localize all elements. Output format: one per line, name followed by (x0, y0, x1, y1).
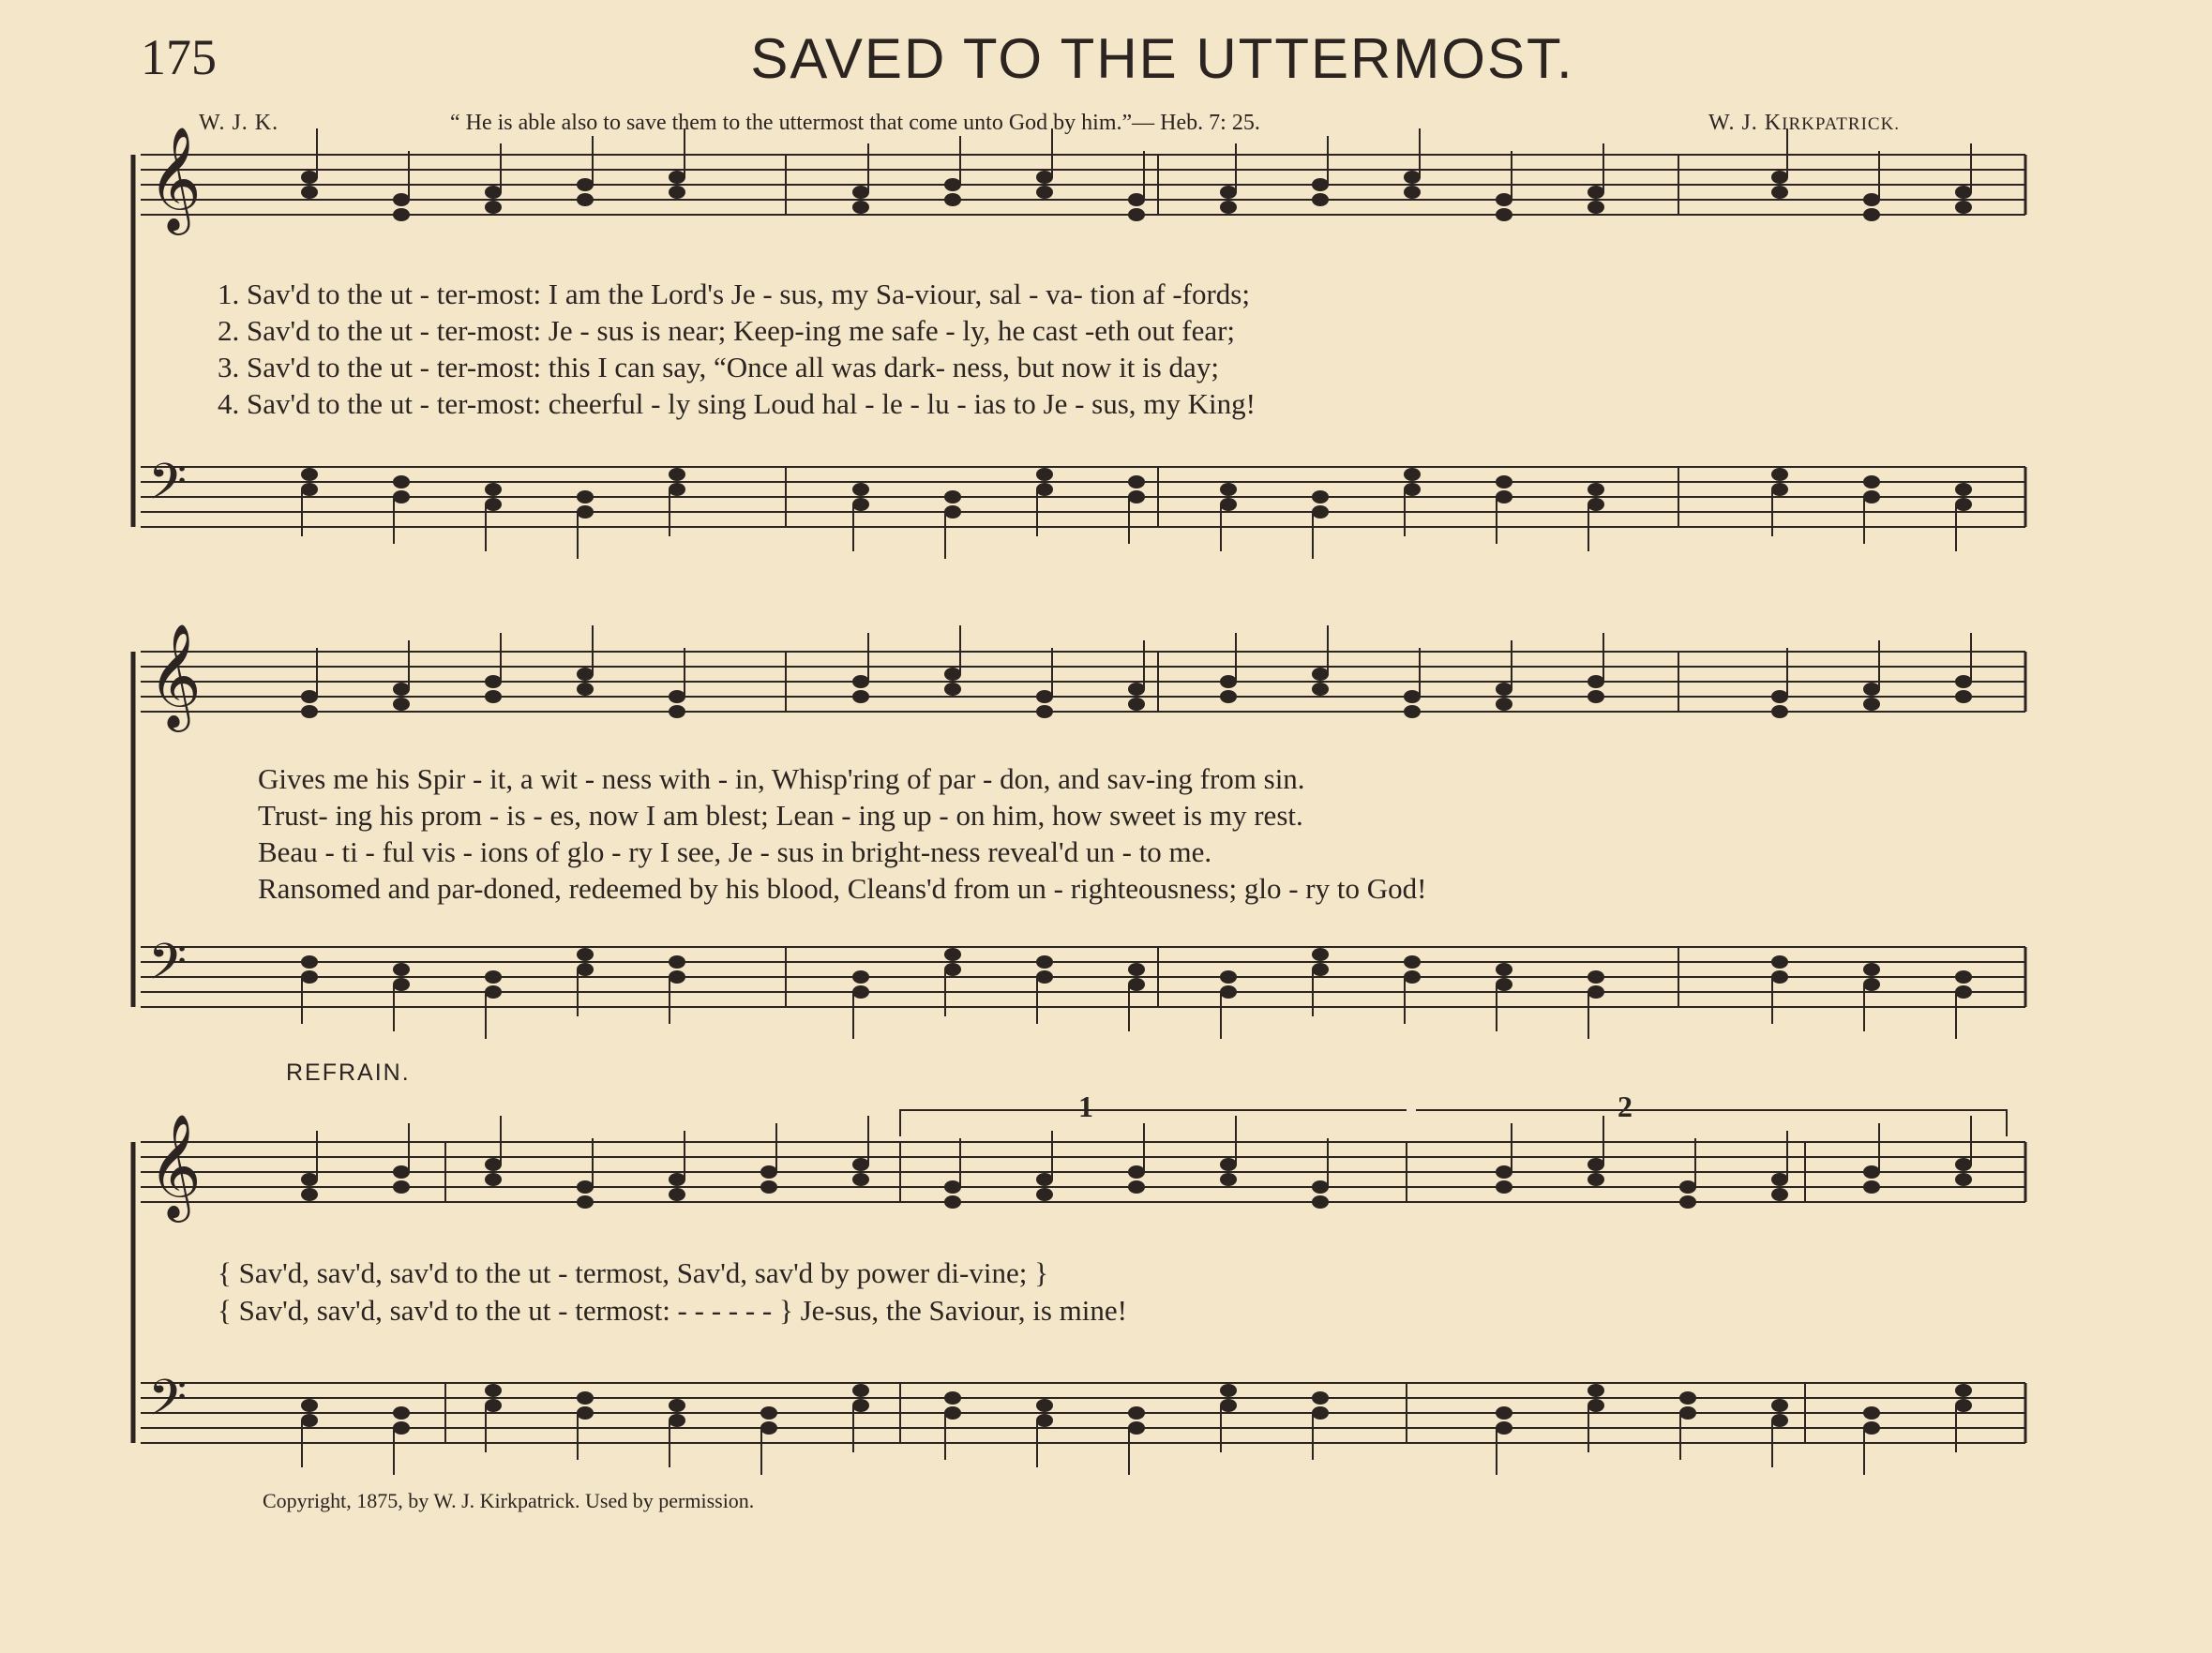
note-head (1128, 1421, 1145, 1435)
note-head (1588, 1384, 1604, 1397)
note-head (1128, 963, 1145, 976)
note-head (1588, 1158, 1604, 1171)
note-head (1863, 698, 1880, 711)
note-head (852, 1173, 869, 1186)
note-head (393, 475, 410, 488)
hymn-title: SAVED TO THE UTTERMOST. (750, 27, 1574, 90)
note-head (301, 1173, 318, 1186)
note-head (852, 483, 869, 496)
verse-line: Trust- ing his prom - is - es, now I am blest; Lean - ing up - on him, how sweet is my rest. (258, 799, 1303, 832)
note-head (1312, 1406, 1329, 1420)
note-head (760, 1180, 777, 1194)
note-head (852, 970, 869, 984)
note-head (1496, 1421, 1512, 1435)
copyright-notice: Copyright, 1875, by W. J. Kirkpatrick. Used by permission. (263, 1489, 755, 1512)
note-head (1220, 970, 1237, 984)
note-head (393, 1180, 410, 1194)
page-number: 175 (141, 29, 217, 85)
note-head (577, 178, 594, 191)
note-head (301, 186, 318, 199)
note-head (1771, 705, 1788, 718)
note-head (1312, 668, 1329, 681)
note-head (1404, 186, 1421, 199)
note-head (1220, 1158, 1237, 1171)
note-head (485, 690, 502, 703)
note-head (1036, 970, 1053, 984)
note-head (1771, 186, 1788, 199)
note-head (485, 186, 502, 199)
note-head (1220, 1399, 1237, 1412)
note-head (1036, 171, 1053, 184)
first-ending-bracket (900, 1110, 1407, 1136)
note-head (301, 483, 318, 496)
note-head (669, 970, 685, 984)
note-head (1771, 955, 1788, 969)
note-head (301, 468, 318, 481)
note-head (485, 483, 502, 496)
note-head (1496, 963, 1512, 976)
note-head (1679, 1180, 1696, 1194)
note-head (760, 1406, 777, 1420)
refrain-line: { Sav'd, sav'd, sav'd to the ut - termost, Sav'd, sav'd by power di-vine; } (218, 1256, 1048, 1289)
note-head (393, 1165, 410, 1179)
note-head (1128, 1406, 1145, 1420)
note-head (1036, 1414, 1053, 1427)
scripture-quote: “ He is able also to save them to the uttermost that come unto God by him.”— Heb. 7: 25. (450, 111, 1260, 135)
note-head (1128, 475, 1145, 488)
note-head (1036, 1399, 1053, 1412)
note-head (1496, 1406, 1512, 1420)
note-head (393, 193, 410, 206)
note-head (760, 1421, 777, 1435)
note-head (577, 668, 594, 681)
treble-clef-icon: 𝄞 (148, 1113, 202, 1218)
note-head (1771, 468, 1788, 481)
note-head (1220, 1384, 1237, 1397)
first-ending-number: 1 (1078, 1089, 1093, 1123)
verse-line: Beau - ti - ful vis - ions of glo - ry I see, Je - sus in bright-ness reveal'd un - to me. (258, 835, 1212, 868)
note-head (1496, 208, 1512, 221)
note-head (852, 1158, 869, 1171)
note-head (393, 963, 410, 976)
second-ending-bracket (1416, 1110, 2007, 1136)
note-head (1312, 1195, 1329, 1209)
note-head (1863, 490, 1880, 503)
note-head (1128, 1180, 1145, 1194)
note-head (1220, 1173, 1237, 1186)
note-head (1220, 675, 1237, 688)
note-head (944, 1406, 961, 1420)
note-head (577, 505, 594, 518)
note-head (1496, 475, 1512, 488)
note-head (1588, 498, 1604, 511)
note-head (1496, 978, 1512, 991)
second-ending-number: 2 (1618, 1089, 1633, 1123)
note-head (1220, 186, 1237, 199)
refrain-label: REFRAIN. (286, 1059, 411, 1086)
note-head (393, 208, 410, 221)
note-head (577, 683, 594, 696)
note-head (1036, 186, 1053, 199)
note-head (669, 171, 685, 184)
note-head (944, 948, 961, 961)
note-head (852, 1399, 869, 1412)
note-head (669, 705, 685, 718)
note-head (1588, 483, 1604, 496)
note-head (1404, 690, 1421, 703)
note-head (577, 963, 594, 976)
note-head (1588, 970, 1604, 984)
note-head (393, 978, 410, 991)
note-head (577, 1391, 594, 1405)
lyricist-credit: W. J. K. (199, 111, 279, 135)
note-head (1679, 1406, 1696, 1420)
note-head (1863, 1180, 1880, 1194)
note-head (301, 955, 318, 969)
note-head (577, 1406, 594, 1420)
note-head (1863, 1421, 1880, 1435)
note-head (1955, 675, 1972, 688)
note-head (1863, 978, 1880, 991)
note-head (1679, 1391, 1696, 1405)
note-head (301, 1399, 318, 1412)
note-head (1588, 186, 1604, 199)
note-head (944, 490, 961, 503)
note-head (852, 186, 869, 199)
note-head (669, 468, 685, 481)
treble-clef-icon: 𝄞 (148, 623, 202, 728)
refrain-line: { Sav'd, sav'd, sav'd to the ut - termost: - - - - - - } Je-sus, the Saviour, is mine! (218, 1294, 1127, 1327)
composer-surname: IRKPATRICK. (1782, 114, 1901, 134)
note-head (1679, 1195, 1696, 1209)
note-head (301, 970, 318, 984)
note-head (485, 201, 502, 214)
note-head (1036, 1188, 1053, 1201)
note-head (1312, 505, 1329, 518)
note-head (1312, 948, 1329, 961)
note-head (393, 1421, 410, 1435)
note-head (1771, 1188, 1788, 1201)
note-head (1404, 483, 1421, 496)
note-head (1496, 683, 1512, 696)
note-head (669, 1173, 685, 1186)
note-head (1863, 1165, 1880, 1179)
note-head (852, 201, 869, 214)
note-head (1404, 955, 1421, 969)
note-head (852, 985, 869, 999)
note-head (1128, 490, 1145, 503)
note-head (1128, 208, 1145, 221)
note-head (485, 498, 502, 511)
note-head (301, 1414, 318, 1427)
verse-line: 3. Sav'd to the ut - ter-most: this I can say, “Once all was dark- ness, but now it is day; (218, 351, 1219, 383)
note-head (1312, 490, 1329, 503)
note-head (577, 193, 594, 206)
note-head (1128, 193, 1145, 206)
note-head (1036, 1173, 1053, 1186)
note-head (852, 498, 869, 511)
note-head (760, 1165, 777, 1179)
note-head (1220, 690, 1237, 703)
note-head (669, 483, 685, 496)
note-head (1128, 698, 1145, 711)
note-head (1863, 963, 1880, 976)
note-head (1036, 483, 1053, 496)
bass-clef-icon: 𝄢 (148, 1370, 188, 1439)
note-head (1312, 193, 1329, 206)
note-head (1863, 475, 1880, 488)
note-head (1496, 490, 1512, 503)
note-head (669, 690, 685, 703)
bass-clef-icon: 𝄢 (148, 934, 188, 1003)
note-head (485, 1173, 502, 1186)
note-head (1404, 171, 1421, 184)
note-head (1128, 683, 1145, 696)
note-head (1863, 208, 1880, 221)
note-head (1496, 698, 1512, 711)
note-head (1863, 1406, 1880, 1420)
note-head (944, 1391, 961, 1405)
note-head (1312, 683, 1329, 696)
note-head (1955, 1384, 1972, 1397)
note-head (944, 1180, 961, 1194)
note-head (1220, 985, 1237, 999)
note-head (944, 1195, 961, 1209)
note-head (1588, 985, 1604, 999)
note-head (1771, 970, 1788, 984)
note-head (1036, 468, 1053, 481)
note-head (1128, 978, 1145, 991)
note-head (1955, 201, 1972, 214)
note-head (577, 1195, 594, 1209)
note-head (1036, 690, 1053, 703)
note-head (669, 955, 685, 969)
note-head (1771, 171, 1788, 184)
note-head (1312, 178, 1329, 191)
note-head (944, 963, 961, 976)
note-head (577, 1180, 594, 1194)
note-head (485, 985, 502, 999)
note-head (1496, 1165, 1512, 1179)
note-head (1588, 201, 1604, 214)
note-head (1955, 186, 1972, 199)
note-head (1312, 1180, 1329, 1194)
note-head (1863, 193, 1880, 206)
note-head (944, 505, 961, 518)
note-head (1404, 970, 1421, 984)
note-head (1220, 483, 1237, 496)
note-head (669, 186, 685, 199)
note-head (1496, 1180, 1512, 1194)
note-head (301, 171, 318, 184)
note-head (1863, 683, 1880, 696)
note-head (1771, 1414, 1788, 1427)
verse-line: 4. Sav'd to the ut - ter-most: cheerful - ly sing Loud hal - le - lu - ias to Je - sus, my King! (218, 387, 1256, 420)
note-head (485, 1399, 502, 1412)
note-head (393, 683, 410, 696)
note-head (1771, 1399, 1788, 1412)
note-head (393, 698, 410, 711)
note-head (485, 675, 502, 688)
composer-initials: W. J. K (1708, 111, 1783, 135)
note-head (1404, 468, 1421, 481)
note-head (1771, 1173, 1788, 1186)
note-head (1955, 1399, 1972, 1412)
note-head (485, 1384, 502, 1397)
note-head (1955, 1158, 1972, 1171)
note-head (944, 683, 961, 696)
note-head (1588, 675, 1604, 688)
verse-line: Ransomed and par-doned, redeemed by his blood, Cleans'd from un - righteousness; glo - ry to God! (258, 872, 1427, 905)
verse-line: Gives me his Spir - it, a wit - ness with - in, Whisp'ring of par - don, and sav-ing from sin. (258, 762, 1305, 795)
note-head (669, 1399, 685, 1412)
note-head (669, 1414, 685, 1427)
note-head (1220, 201, 1237, 214)
note-head (852, 1384, 869, 1397)
note-head (1588, 1173, 1604, 1186)
note-head (577, 948, 594, 961)
note-head (485, 1158, 502, 1171)
note-head (301, 705, 318, 718)
note-head (1955, 985, 1972, 999)
note-head (1128, 1165, 1145, 1179)
treble-clef-icon: 𝄞 (148, 126, 202, 231)
note-head (944, 193, 961, 206)
note-head (1955, 690, 1972, 703)
note-head (301, 690, 318, 703)
note-head (1404, 705, 1421, 718)
note-head (393, 1406, 410, 1420)
note-head (944, 668, 961, 681)
note-head (1312, 1391, 1329, 1405)
note-head (301, 1188, 318, 1201)
bass-clef-icon: 𝄢 (148, 454, 188, 523)
note-head (1588, 1399, 1604, 1412)
verse-line: 1. Sav'd to the ut - ter-most: I am the Lord's Je - sus, my Sa-viour, sal - va- tion af -fords; (218, 278, 1250, 310)
note-head (1955, 483, 1972, 496)
note-head (577, 490, 594, 503)
note-head (852, 690, 869, 703)
note-head (1588, 690, 1604, 703)
note-head (1955, 498, 1972, 511)
note-head (1220, 498, 1237, 511)
note-head (393, 490, 410, 503)
note-head (1955, 970, 1972, 984)
note-head (1771, 690, 1788, 703)
note-head (485, 970, 502, 984)
note-head (1036, 955, 1053, 969)
note-head (1496, 193, 1512, 206)
note-head (852, 675, 869, 688)
note-head (1955, 1173, 1972, 1186)
note-head (944, 178, 961, 191)
note-head (669, 1188, 685, 1201)
note-head (1771, 483, 1788, 496)
verse-line: 2. Sav'd to the ut - ter-most: Je - sus is near; Keep-ing me safe - ly, he cast -eth out fear; (218, 314, 1236, 347)
note-head (1312, 963, 1329, 976)
note-head (1036, 705, 1053, 718)
